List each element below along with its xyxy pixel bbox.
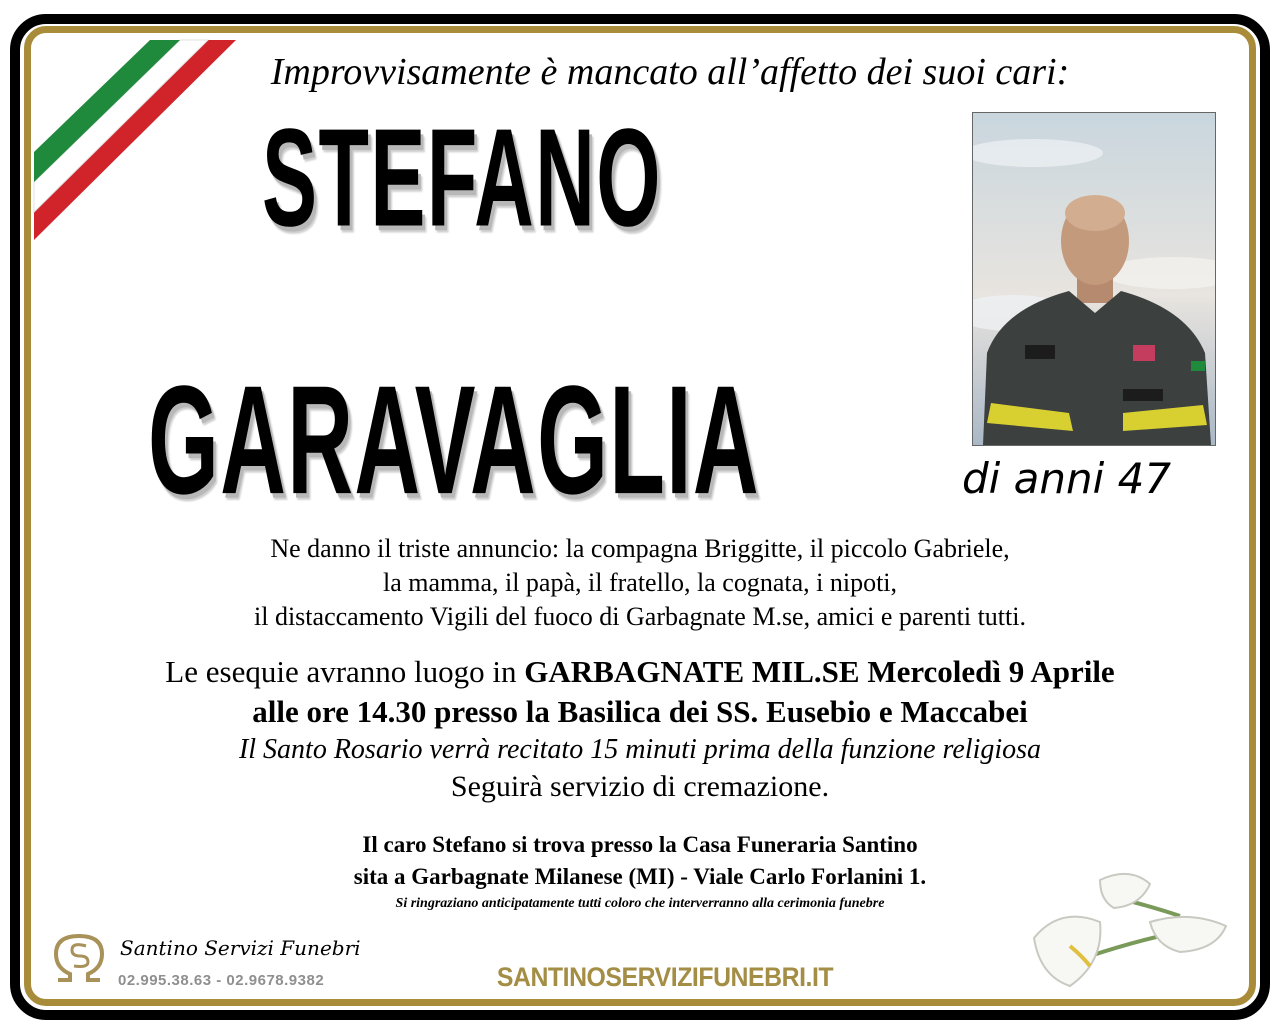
first-name: STEFANO <box>262 100 662 257</box>
thanks-note: Si ringraziano anticipatamente tutti coloro che interverranno alla cerimonia funebre <box>395 896 885 911</box>
funeral-time-line: alle ore 14.30 presso la Basilica dei SS. Eusebio e Maccabei <box>252 694 1028 729</box>
funeral-place-date: GARBAGNATE MIL.SE Mercoledì 9 Aprile <box>524 654 1115 689</box>
announcement-line: la mamma, il papà, il fratello, la cognata, i nipoti, <box>382 568 898 597</box>
portrait-photo <box>972 112 1216 446</box>
announcement-line: Ne danno il triste annuncio: la compagna Briggitte, il piccolo Gabriele, <box>270 534 1010 563</box>
funeral-home-line: Il caro Stefano si trova presso la Casa Funeraria Santino <box>362 832 918 857</box>
santino-omega-logo-icon <box>48 928 110 988</box>
last-name: GARAVAGLIA <box>148 354 760 527</box>
company-phones: 02.995.38.63 - 02.9678.9382 <box>118 972 325 989</box>
italian-flag-ribbon-icon <box>0 0 240 260</box>
announcement-line: il distaccamento Vigili del fuoco di Garbagnate M.se, amici e parenti tutti. <box>254 602 1026 631</box>
company-name: Santino Servizi Funebri <box>120 936 361 960</box>
cremation-line: Seguirà servizio di cremazione. <box>450 770 830 803</box>
intro-text: Improvvisamente è mancato all’affetto dei suoi cari: <box>270 51 1070 93</box>
rosary-line: Il Santo Rosario verrà recitato 15 minuti prima della funzione religiosa <box>238 734 1042 765</box>
funeral-home-address: sita a Garbagnate Milanese (MI) - Viale Carlo Forlanini 1. <box>353 864 927 889</box>
funeral-location-line <box>40 654 1240 690</box>
age-text: di anni 47 <box>962 454 1172 503</box>
calla-lily-flowers-icon <box>1030 866 1250 996</box>
company-website: SANTINOSERVIZIFUNEBRI.IT <box>496 962 834 992</box>
funeral-prefix: Le esequie avranno luogo in <box>165 654 525 689</box>
